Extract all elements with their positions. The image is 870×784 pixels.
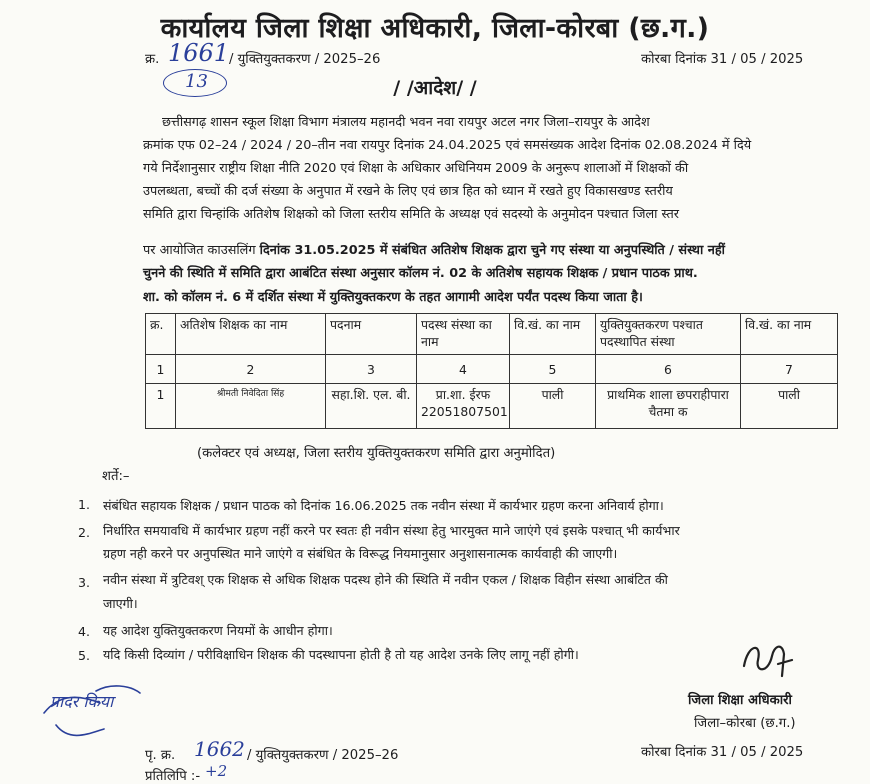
data-cell-teacher-name: श्रीमती निवेदिता सिंह — [176, 384, 326, 429]
number-cell: 3 — [326, 355, 417, 384]
paragraph-line-normal: पर आयोजित काउसलिंग — [143, 243, 260, 258]
condition-number: 2. — [78, 525, 91, 540]
condition-line: यह आदेश युक्तियुक्तकरण नियमों के आधीन होगा। — [103, 623, 333, 638]
header-cell: युक्तियुक्तकरण पश्चात पदस्थापित संस्था — [596, 314, 741, 355]
paragraph-line: समिति द्वारा चिन्हांकि अतिशेष शिक्षको को जिला स्तरीय समिति के अध्यक्ष एवं सदस्यो के अनुमोदन पश्चात जिला स्तर — [143, 207, 680, 222]
number-cell: 6 — [596, 355, 741, 384]
approval-note: (कलेक्टर एवं अध्यक्ष, जिला स्तरीय युक्तियुक्तकरण समिति द्वारा अनुमोदित) — [197, 446, 556, 461]
ref-number-handwritten: 1661 — [168, 39, 230, 67]
condition-number: 3. — [78, 575, 91, 590]
footer-ref-prefix: पृ. क्र. — [145, 748, 176, 763]
data-cell-designation: सहा.शि. एल. बी. — [326, 384, 417, 429]
number-cell: 1 — [146, 355, 176, 384]
conditions-label: शर्ते:– — [102, 469, 130, 484]
margin-note-text: प्रादर किया — [50, 692, 114, 711]
condition-line: ग्रहण नही करने पर अनुपस्थित माने जाएंगे व संबंधित के विरूद्ध नियमानुसार अनुशासनात्मक कार्यवाही की जाएगी। — [103, 546, 618, 561]
table-row — [146, 384, 838, 429]
office-title: कार्यालय जिला शिक्षा अधिकारी, जिला-कोरबा (छ.ग.) — [160, 13, 710, 44]
table-header-row — [146, 314, 838, 355]
footer-ref-suffix: / युक्तियुक्तकरण / 2025–26 — [247, 748, 399, 763]
margin-handwritten-note — [40, 673, 170, 753]
ref-prefix: क्र. — [145, 52, 160, 67]
paragraph-line: छत्तीसगढ़ शासन स्कूल शिक्षा विभाग मंत्रालय महानदी भवन नवा रायपुर अटल नगर जिला–रायपुर के आदेश — [162, 115, 650, 130]
header-cell: पदनाम — [326, 314, 417, 355]
footer-date: कोरबा दिनांक 31 / 05 / 2025 — [641, 745, 804, 760]
paragraph-bold-line: चुनने की स्थिति में समिति द्वारा आबंटित संस्था अनुसार कॉलम नं. 02 के अतिशेष सहायक शिक्षक / प्रधान पाठक प्राथ. — [143, 266, 698, 281]
number-cell: 5 — [510, 355, 596, 384]
data-cell-serial: 1 — [146, 384, 176, 429]
condition-line: यदि किसी दिव्यांग / परीविक्षाधिन शिक्षक की पदस्थापना होती है तो यह आदेश उनके लिए लागू नहीं होगी। — [103, 647, 579, 662]
data-cell-new-school: प्राथमिक शाला छपराहीपारा चैतमा क — [596, 384, 741, 429]
paragraph-line: गये निर्देशानुसार राष्ट्रीय शिक्षा नीति 2020 एवं शिक्षा के अधिकार अधिनियम 2009 के अनुरूप शालाओं में शिक्षकों की — [143, 161, 689, 176]
condition-line: संबंधित सहायक शिक्षक / प्रधान पाठक को दिनांक 16.06.2025 तक नवीन संस्था में कार्यभार ग्रहण करना अनिवार्य होगा। — [103, 498, 664, 513]
ref-suffix: / युक्तियुक्तकरण / 2025–26 — [229, 52, 381, 67]
paragraph-line: उपलब्धता, बच्चों की दर्ज संख्या के अनुपात में रखने के लिए एवं छात्र हित को ध्यान में रखते हुए विकासखण्ड स्तरीय — [143, 184, 673, 199]
allocation-table — [145, 313, 838, 429]
header-cell: अतिशेष शिक्षक का नाम — [176, 314, 326, 355]
header-cell: वि.खं. का नाम — [741, 314, 838, 355]
condition-number: 4. — [78, 624, 91, 639]
header-cell: क्र. — [146, 314, 176, 355]
footer-ref-number-handwritten: 1662 — [194, 737, 245, 761]
header-cell: वि.खं. का नाम — [510, 314, 596, 355]
number-cell: 4 — [417, 355, 510, 384]
condition-line: निर्धारित समयावधि में कार्यभार ग्रहण नहीं करने पर स्वतः ही नवीन संस्था हेतु भारमुक्त माने जाएंगे एवं इसके पश्चात् भी कार्यभार — [103, 523, 680, 538]
table-number-row — [146, 355, 838, 384]
signatory-location: जिला–कोरबा (छ.ग.) — [694, 716, 796, 731]
signature-scribble — [738, 636, 798, 684]
paragraph-bold-line: शा. को कॉलम नं. 6 में दर्शित संस्था में युक्तियुक्तकरण के तहत आगामी आदेश पर्यंत पदस्थ किया जाता है। — [143, 290, 643, 305]
header-date: कोरबा दिनांक 31 / 05 / 2025 — [641, 52, 804, 67]
data-cell-new-block: पाली — [741, 384, 838, 429]
condition-number: 1. — [78, 497, 91, 512]
paragraph-line-bold: दिनांक 31.05.2025 में संबंधित अतिशेष शिक्षक द्वारा चुने गए संस्था या अनुपस्थिति / संस्था नहीं — [259, 243, 725, 258]
copy-handwritten: +2 — [205, 762, 228, 780]
copy-label: प्रतिलिपि :- — [145, 769, 201, 784]
condition-number: 5. — [78, 648, 91, 663]
header-cell: पदस्थ संस्था का नाम — [417, 314, 510, 355]
data-cell-current-school: प्रा.शा. ईरफ 22051807501 — [417, 384, 510, 429]
condition-line: नवीन संस्था में त्रुटिवश् एक शिक्षक से अधिक शिक्षक पदस्थ होने की स्थिति में नवीन एकल / शिक्षक विहीन संस्था आबंटित की — [103, 572, 668, 587]
condition-line: जाएगी। — [103, 596, 138, 611]
number-cell: 7 — [741, 355, 838, 384]
signatory-title: जिला शिक्षा अधिकारी — [688, 693, 792, 708]
circled-number-handwritten: 13 — [185, 71, 208, 92]
paragraph-line — [143, 240, 725, 258]
order-heading: / /आदेश/ / — [393, 77, 477, 99]
number-cell: 2 — [176, 355, 326, 384]
paragraph-line: क्रमांक एफ 02–24 / 2024 / 20–तीन नवा रायपुर दिनांक 24.04.2025 एवं समसंख्यक आदेश दिनांक 02.08.2024 में दिये — [143, 138, 752, 153]
data-cell-block: पाली — [510, 384, 596, 429]
